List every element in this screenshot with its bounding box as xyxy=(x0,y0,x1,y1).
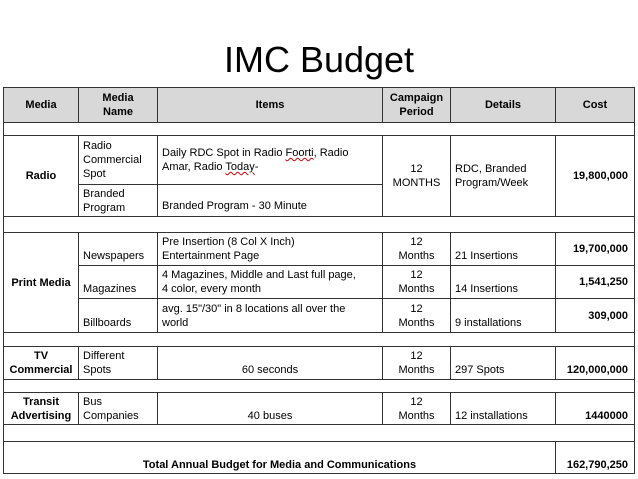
header-details: Details xyxy=(450,87,556,123)
print-cost-billboards: 309,000 xyxy=(555,298,635,333)
transit-item: 40 buses xyxy=(157,392,383,425)
print-details-magazines: 14 Insertions xyxy=(450,265,556,299)
total-cost: 162,790,250 xyxy=(555,441,635,474)
transit-period: 12 Months xyxy=(382,392,451,425)
header-cost: Cost xyxy=(555,87,635,123)
print-details-newspapers: 21 Insertions xyxy=(450,232,556,266)
transit-media: Transit Advertising xyxy=(3,392,79,425)
page-title: IMC Budget xyxy=(223,39,415,80)
tv-media: TV Commercial xyxy=(3,346,79,380)
tv-period: 12 Months xyxy=(382,346,451,380)
spacer-row xyxy=(3,424,635,442)
print-period-magazines: 12 Months xyxy=(382,265,451,299)
tv-item: 60 seconds xyxy=(157,346,383,380)
radio-media: Radio xyxy=(3,135,79,217)
radio-item-line-1: Daily RDC Spot in Radio Foorti, Radio xyxy=(162,147,349,159)
transit-name: Bus Companies xyxy=(78,392,158,425)
radio-name-commercial: Radio Commercial Spot xyxy=(78,135,158,185)
transit-cost: 1440000 xyxy=(555,392,635,425)
print-media: Print Media xyxy=(3,232,79,333)
tv-cost: 120,000,000 xyxy=(555,346,635,380)
print-item-billboards: avg. 15"/30" in 8 locations all over the world xyxy=(157,298,383,333)
radio-details: RDC, Branded Program/Week xyxy=(450,135,556,217)
spacer-row xyxy=(3,332,635,347)
tv-name: Different Spots xyxy=(78,346,158,380)
transit-details: 12 installations xyxy=(450,392,556,425)
print-name-magazines: Magazines xyxy=(78,265,158,299)
header-media-name: Media Name xyxy=(78,87,158,123)
tv-details: 297 Spots xyxy=(450,346,556,380)
print-cost-newspapers: 19,700,000 xyxy=(555,232,635,266)
radio-cost: 19,800,000 xyxy=(555,135,635,217)
print-period-billboards: 12 Months xyxy=(382,298,451,333)
radio-item-spot xyxy=(157,135,383,185)
spacer-row xyxy=(3,122,635,136)
radio-name-branded: Branded Program xyxy=(78,184,158,217)
radio-item-program: Branded Program - 30 Minute xyxy=(157,184,383,217)
print-item-magazines: 4 Magazines, Middle and Last full page, 4 color, every month xyxy=(157,265,383,299)
spacer-row xyxy=(3,216,635,233)
print-period-newspapers: 12 Months xyxy=(382,232,451,266)
spacer-row xyxy=(3,379,635,393)
radio-item-line-2: Amar, Radio Today- xyxy=(162,161,259,173)
print-name-billboards: Billboards xyxy=(78,298,158,333)
header-items: Items xyxy=(157,87,383,123)
print-item-newspapers: Pre Insertion (8 Col X Inch) Entertainment Page xyxy=(157,232,383,266)
header-media: Media xyxy=(3,87,79,123)
total-label: Total Annual Budget for Media and Communications xyxy=(3,441,556,474)
print-name-newspapers: Newspapers xyxy=(78,232,158,266)
header-period: Campaign Period xyxy=(382,87,451,123)
print-cost-magazines: 1,541,250 xyxy=(555,265,635,299)
print-details-billboards: 9 installations xyxy=(450,298,556,333)
radio-period: 12 MONTHS xyxy=(382,135,451,217)
